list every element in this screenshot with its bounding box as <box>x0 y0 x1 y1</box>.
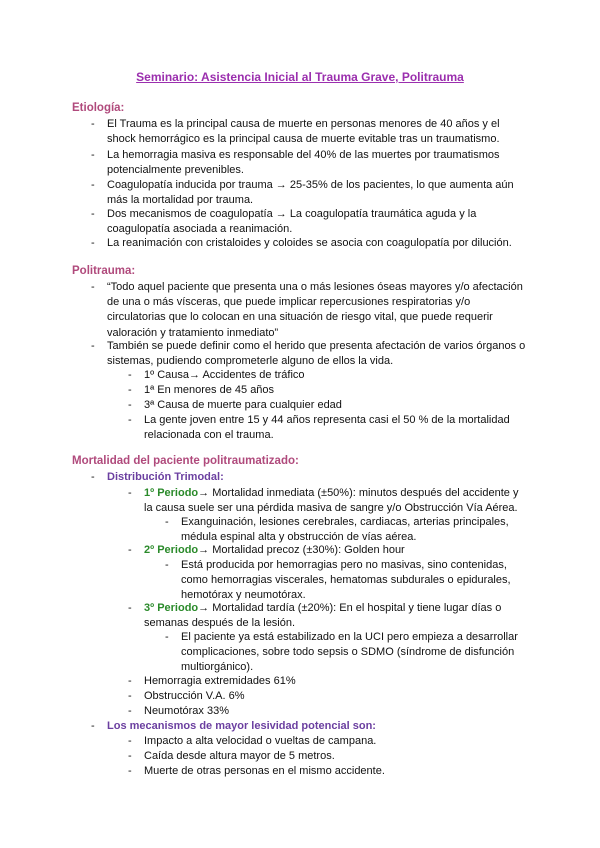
list-item: - Impacto a alta velocidad o vueltas de campana. <box>144 734 530 749</box>
bullet-marker: - <box>128 735 132 747</box>
list-item: - La hemorragia masiva es responsable del 40% de las muertes por traumatismos potencialmente prevenibles. <box>91 149 500 177</box>
bullet-marker: - <box>91 720 95 732</box>
bullet-marker: - <box>165 516 169 528</box>
section-heading-mortalidad: Mortalidad del paciente politraumatizado: <box>72 455 299 467</box>
list-item: - Hemorragia extremidades 61% <box>144 674 530 689</box>
subheading-mecanismos: Los mecanismos de mayor lesividad potencial son: <box>107 720 376 732</box>
bullet-marker: - <box>91 149 95 161</box>
list-item: - Dos mecanismos de coagulopatía → La coagulopatía traumática aguda y la coagulopatía asociada a reanimación. <box>91 208 477 236</box>
list-item: - Obstrucción V.A. 6% <box>144 689 530 704</box>
subheading-distribucion: Distribución Trimodal: <box>107 471 224 483</box>
list-item <box>91 719 527 734</box>
bullet-marker: - <box>91 118 95 130</box>
bullet-marker: - <box>128 675 132 687</box>
list-item: - 3º Periodo→ Mortalidad tardía (±20%): En el hospital y tiene lugar días o semanas después de la lesión. <box>128 602 502 630</box>
list-item: - Coagulopatía inducida por trauma → 25-35% de los pacientes, lo que aumenta aún más la mortalidad por trauma. <box>91 179 514 207</box>
list-item: - 1º Causa→ Accidentes de tráfico <box>144 368 530 383</box>
section-heading-etiologia: Etiología: <box>72 102 125 114</box>
bullet-marker: - <box>128 414 132 426</box>
list-item <box>91 470 527 485</box>
list-item: - También se puede definir como el herido que presenta afectación de varios órganos o sistemas, pudiendo comprometerle alguno de ellos la vida. <box>91 340 526 368</box>
bullet-marker: - <box>128 765 132 777</box>
bullet-marker: - <box>91 237 95 249</box>
list-item: - 3ª Causa de muerte para cualquier edad <box>144 398 530 413</box>
list-item: - 1º Periodo→ Mortalidad inmediata (±50%): minutos después del accidente y la causa suele ser una pérdida masiva de sangre y/o Obstrucción Vía Aérea. <box>128 487 519 515</box>
period-label: 1º Periodo <box>144 487 199 499</box>
bullet-marker: - <box>91 179 95 191</box>
list-item: - Muerte de otras personas en el mismo accidente. <box>144 764 530 779</box>
bullet-marker: - <box>128 487 132 499</box>
list-item: - El paciente ya está estabilizado en la UCI pero empieza a desarrollar complicaciones, sobre todo sepsis o SDMO (síndrome de disfunción multiorgánico). <box>165 631 518 674</box>
list-item: - 1ª En menores de 45 años <box>144 383 530 398</box>
document-title: Seminario: Asistencia Inicial al Trauma Grave, Politrauma <box>136 70 464 84</box>
list-item: - “Todo aquel paciente que presenta una o más lesiones óseas mayores y/o afectación de una o más vísceras, que puede implicar repercusiones respiratorias y/o circulatorias que lo colocan en una situación de riesgo vital, que puede requerir valoración y tratamiento inmediato” <box>91 281 523 339</box>
bullet-marker: - <box>165 631 169 643</box>
bullet-marker: - <box>128 750 132 762</box>
list-item: - Está producida por hemorragias pero no masivas, sino contenidas, como hemorragias viscerales, hematomas subdurales o epidurales, hemotórax y neumotórax. <box>165 559 511 602</box>
bullet-marker: - <box>128 602 132 614</box>
bullet-marker: - <box>128 705 132 717</box>
bullet-marker: - <box>128 544 132 556</box>
list-item: - La gente joven entre 15 y 44 años representa casi el 50 % de la mortalidad relacionada con el trauma. <box>128 414 510 442</box>
bullet-marker: - <box>91 471 95 483</box>
list-item: - Caída desde altura mayor de 5 metros. <box>144 749 530 764</box>
section-heading-politrauma: Politrauma: <box>72 265 136 277</box>
list-item: - El Trauma es la principal causa de muerte en personas menores de 40 años y el shock hemorrágico es la principal causa de muerte evitable tras un traumatismo. <box>91 118 500 146</box>
bullet-marker: - <box>128 369 132 381</box>
bullet-marker: - <box>128 384 132 396</box>
list-item: - 2º Periodo→ Mortalidad precoz (±30%): Golden hour <box>144 543 530 558</box>
bullet-marker: - <box>91 281 95 293</box>
period-label: 3º Periodo <box>144 602 199 614</box>
bullet-marker: - <box>128 399 132 411</box>
list-item: - La reanimación con cristaloides y coloides se asocia con coagulopatía por dilución. <box>107 236 527 251</box>
bullet-marker: - <box>91 208 95 220</box>
period-label: 2º Periodo <box>144 544 199 556</box>
bullet-marker: - <box>165 559 169 571</box>
list-item: - Exanguinación, lesiones cerebrales, cardiacas, arterias principales, médula espinal alta y obstrucción de vías aérea. <box>165 516 509 544</box>
bullet-marker: - <box>128 690 132 702</box>
bullet-marker: - <box>91 340 95 352</box>
list-item: - Neumotórax 33% <box>144 704 530 719</box>
